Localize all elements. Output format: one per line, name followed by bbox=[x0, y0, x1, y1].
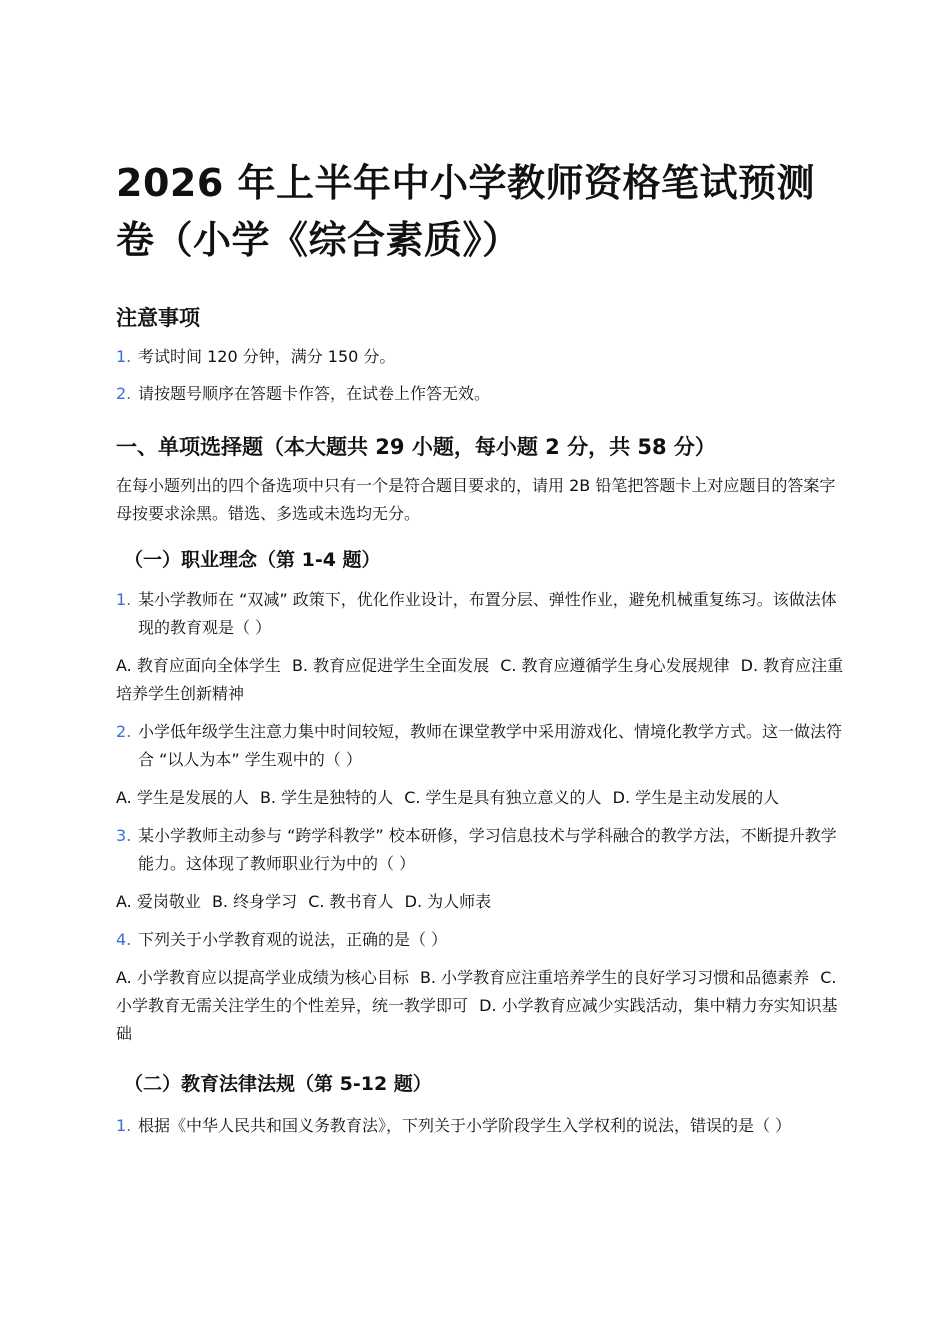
option-b[interactable]: B. 学生是独特的人 bbox=[259, 788, 394, 807]
option-a[interactable]: A. 爱岗敬业 bbox=[116, 892, 201, 911]
option-c[interactable]: C. 教育应遵循学生身心发展规律 bbox=[500, 656, 730, 675]
option-a[interactable]: A. 小学教育应以提高学业成绩为核心目标 bbox=[116, 968, 409, 987]
question-stem bbox=[116, 926, 850, 954]
notice-text: 考试时间 120 分钟，满分 150 分。 bbox=[138, 347, 396, 366]
option-d[interactable]: D. 为人师表 bbox=[404, 892, 492, 911]
question-number: 1. bbox=[116, 1116, 132, 1135]
question-stem bbox=[116, 822, 850, 878]
option-b[interactable]: B. 终身学习 bbox=[211, 892, 298, 911]
question-text: 某小学教师主动参与 “跨学科教学” 校本研修，学习信息技术与学科融合的教学方法，不断提升教学能力。这体现了教师职业行为中的（ ） bbox=[138, 826, 837, 873]
question-options bbox=[116, 652, 850, 708]
question-text: 根据《中华人民共和国义务教育法》，下列关于小学阶段学生入学权利的说法，错误的是（ ） bbox=[138, 1116, 792, 1135]
option-b[interactable]: B. 小学教育应注重培养学生的良好学习习惯和品德素养 bbox=[419, 968, 810, 987]
question-stem bbox=[116, 1112, 850, 1140]
notice-text: 请按题号顺序在答题卡作答，在试卷上作答无效。 bbox=[138, 384, 491, 403]
notice-item bbox=[116, 343, 850, 371]
option-a[interactable]: A. 学生是发展的人 bbox=[116, 788, 249, 807]
question-stem bbox=[116, 586, 850, 642]
option-c[interactable]: C. 小学教育无需关注学生的个性差异，统一教学即可 bbox=[116, 968, 837, 1015]
option-d[interactable]: D. 学生是主动发展的人 bbox=[612, 788, 780, 807]
notice-heading: 注意事项 bbox=[116, 306, 200, 330]
option-b[interactable]: B. 教育应促进学生全面发展 bbox=[291, 656, 490, 675]
option-d[interactable]: D. 小学教育应减少实践活动，集中精力夯实知识基础 bbox=[116, 996, 838, 1043]
section-instructions: 在每小题列出的四个备选项中只有一个是符合题目要求的，请用 2B 铅笔把答题卡上对应题目的答案字母按要求涂黑。错选、多选或未选均无分。 bbox=[116, 476, 836, 523]
subsection-heading: （二）教育法律法规（第 5-12 题） bbox=[124, 1073, 432, 1095]
option-a[interactable]: A. 教育应面向全体学生 bbox=[116, 656, 281, 675]
section-heading: 一、单项选择题（本大题共 29 小题，每小题 2 分，共 58 分） bbox=[116, 435, 716, 459]
notice-item bbox=[116, 380, 850, 408]
question-number: 2. bbox=[116, 722, 132, 741]
question-text: 下列关于小学教育观的说法，正确的是（ ） bbox=[138, 930, 448, 949]
option-c[interactable]: C. 教书育人 bbox=[308, 892, 394, 911]
list-number: 2. bbox=[116, 384, 132, 403]
question-options bbox=[116, 964, 850, 1048]
question-text: 小学低年级学生注意力集中时间较短，教师在课堂教学中采用游戏化、情境化教学方式。这一做法符合 “以人为本” 学生观中的（ ） bbox=[138, 722, 843, 769]
question-options bbox=[116, 888, 850, 916]
question-number: 4. bbox=[116, 930, 132, 949]
document-content bbox=[116, 155, 850, 1140]
question-number: 3. bbox=[116, 826, 132, 845]
list-number: 1. bbox=[116, 347, 132, 366]
question-number: 1. bbox=[116, 590, 132, 609]
subsection-heading: （一）职业理念（第 1-4 题） bbox=[124, 549, 381, 571]
question-stem bbox=[116, 718, 850, 774]
option-c[interactable]: C. 学生是具有独立意义的人 bbox=[404, 788, 602, 807]
document-title: 2026 年上半年中小学教师资格笔试预测卷（小学《综合素质》） bbox=[116, 161, 815, 262]
option-d[interactable]: D. 教育应注重培养学生创新精神 bbox=[116, 656, 844, 703]
question-text: 某小学教师在 “双减” 政策下，优化作业设计，布置分层、弹性作业，避免机械重复练习。该做法体现的教育观是（ ） bbox=[138, 590, 837, 637]
question-options bbox=[116, 784, 850, 812]
